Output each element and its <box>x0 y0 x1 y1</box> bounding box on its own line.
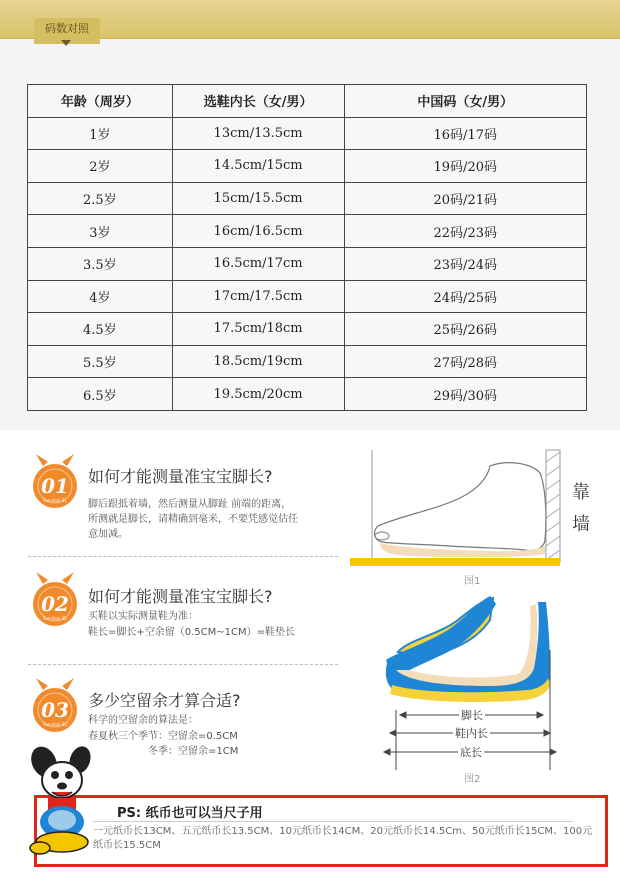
cell-length: 15cm/15.5cm <box>172 182 344 215</box>
step-01-number: 01 <box>41 474 69 498</box>
cell-size: 16码/17码 <box>344 117 587 150</box>
step-02-line-2: 鞋长=脚长+空余留（0.5CM~1CM）=鞋垫长 <box>88 627 296 638</box>
step-03-line-1: 科学的空留余的算法是： <box>88 715 198 726</box>
divider <box>28 556 338 557</box>
step-01-line-2: 所测就是脚长，请精确到毫米，不要凭感觉估任 <box>88 514 298 525</box>
step-03-title: 多少空留余才算合适? <box>88 691 241 710</box>
step-03-line-2: 春夏秋三个季节：空留余=0.5CM <box>88 731 238 742</box>
ps-divider <box>93 821 573 822</box>
cell-age: 4岁 <box>28 280 173 313</box>
cell-size: 23码/24码 <box>344 247 587 280</box>
table-row <box>28 117 587 150</box>
cell-age: 4.5岁 <box>28 313 173 346</box>
cell-size: 20码/21码 <box>344 182 587 215</box>
cell-age: 3.5岁 <box>28 247 173 280</box>
foot-length-label: 脚长 <box>461 709 483 722</box>
table-row <box>28 247 587 280</box>
step-01 <box>30 452 350 552</box>
size-table <box>27 84 587 411</box>
step-01-badge-icon <box>30 452 80 510</box>
column-header-age: 年龄（周岁） <box>28 85 173 118</box>
cell-size: 24码/25码 <box>344 280 587 313</box>
table-row <box>28 280 587 313</box>
column-header-china-size: 中国码（女/男） <box>344 85 587 118</box>
cell-age: 1岁 <box>28 117 173 150</box>
step-01-line-3: 意加减。 <box>88 529 128 540</box>
cartoon-mascot-illustration <box>22 740 102 860</box>
table-row <box>28 378 587 411</box>
figure-1-caption: 图1 <box>464 576 481 587</box>
table-row <box>28 182 587 215</box>
cell-age: 5.5岁 <box>28 345 173 378</box>
step-01-line-1: 脚后跟抵着墙，然后测量从脚趾 前端的距离， <box>88 499 292 510</box>
ps-note-box <box>34 795 608 867</box>
cell-size: 22码/23码 <box>344 215 587 248</box>
step-02-badge-icon <box>30 570 80 628</box>
divider <box>28 664 338 665</box>
cell-size: 29码/30码 <box>344 378 587 411</box>
cell-length: 13cm/13.5cm <box>172 117 344 150</box>
step-02-number: 02 <box>41 592 69 616</box>
wall-label-2: 墙 <box>572 514 590 535</box>
cell-age: 6.5岁 <box>28 378 173 411</box>
cell-size: 27码/28码 <box>344 345 587 378</box>
cell-length: 14.5cm/15cm <box>172 150 344 183</box>
cell-size: 25码/26码 <box>344 313 587 346</box>
figure-2-caption: 图2 <box>464 774 481 785</box>
table-row <box>28 150 587 183</box>
header-tab: 码数对照 <box>34 18 100 44</box>
cell-age: 2.5岁 <box>28 182 173 215</box>
cell-length: 16.5cm/17cm <box>172 247 344 280</box>
cell-length: 16cm/16.5cm <box>172 215 344 248</box>
step-03-number: 03 <box>41 698 69 722</box>
step-03-badge-icon <box>30 676 80 734</box>
column-header-inner-length: 选鞋内长（女/男） <box>172 85 344 118</box>
shoe-measurement-illustration <box>378 590 578 770</box>
table-row <box>28 215 587 248</box>
cell-size: 19码/20码 <box>344 150 587 183</box>
table-row <box>28 313 587 346</box>
step-02-badge-sub: Function 02 <box>43 616 67 621</box>
ps-text: 一元纸币长13CM、五元纸币长13.5CM、10元纸币长14CM、20元纸币长14.5Cm、50元纸币长15CM、100元纸币长15.5CM <box>93 826 593 851</box>
ps-title: PS: 纸币也可以当尺子用 <box>117 806 263 821</box>
chevron-down-icon <box>61 40 71 46</box>
step-01-title: 如何才能测量准宝宝脚长? <box>88 467 273 486</box>
cell-length: 17cm/17.5cm <box>172 280 344 313</box>
foot-against-wall-illustration <box>340 448 570 578</box>
step-02 <box>30 570 350 650</box>
step-01-badge-sub: Function 01 <box>43 498 67 503</box>
step-03-badge-sub: Function 03 <box>43 722 67 727</box>
sole-length-label: 底长 <box>460 746 482 759</box>
table-header-row <box>28 85 587 118</box>
wall-label-1: 靠 <box>572 482 590 503</box>
table-row <box>28 345 587 378</box>
cell-length: 18.5cm/19cm <box>172 345 344 378</box>
cell-age: 2岁 <box>28 150 173 183</box>
step-02-title: 如何才能测量准宝宝脚长? <box>88 587 273 606</box>
cell-length: 17.5cm/18cm <box>172 313 344 346</box>
cell-age: 3岁 <box>28 215 173 248</box>
step-02-line-1: 买鞋以实际测量鞋为准： <box>88 611 198 622</box>
cell-length: 19.5cm/20cm <box>172 378 344 411</box>
step-03-line-3: 冬季：空留余=1CM <box>148 746 239 757</box>
shoe-inner-length-label: 鞋内长 <box>455 727 488 740</box>
